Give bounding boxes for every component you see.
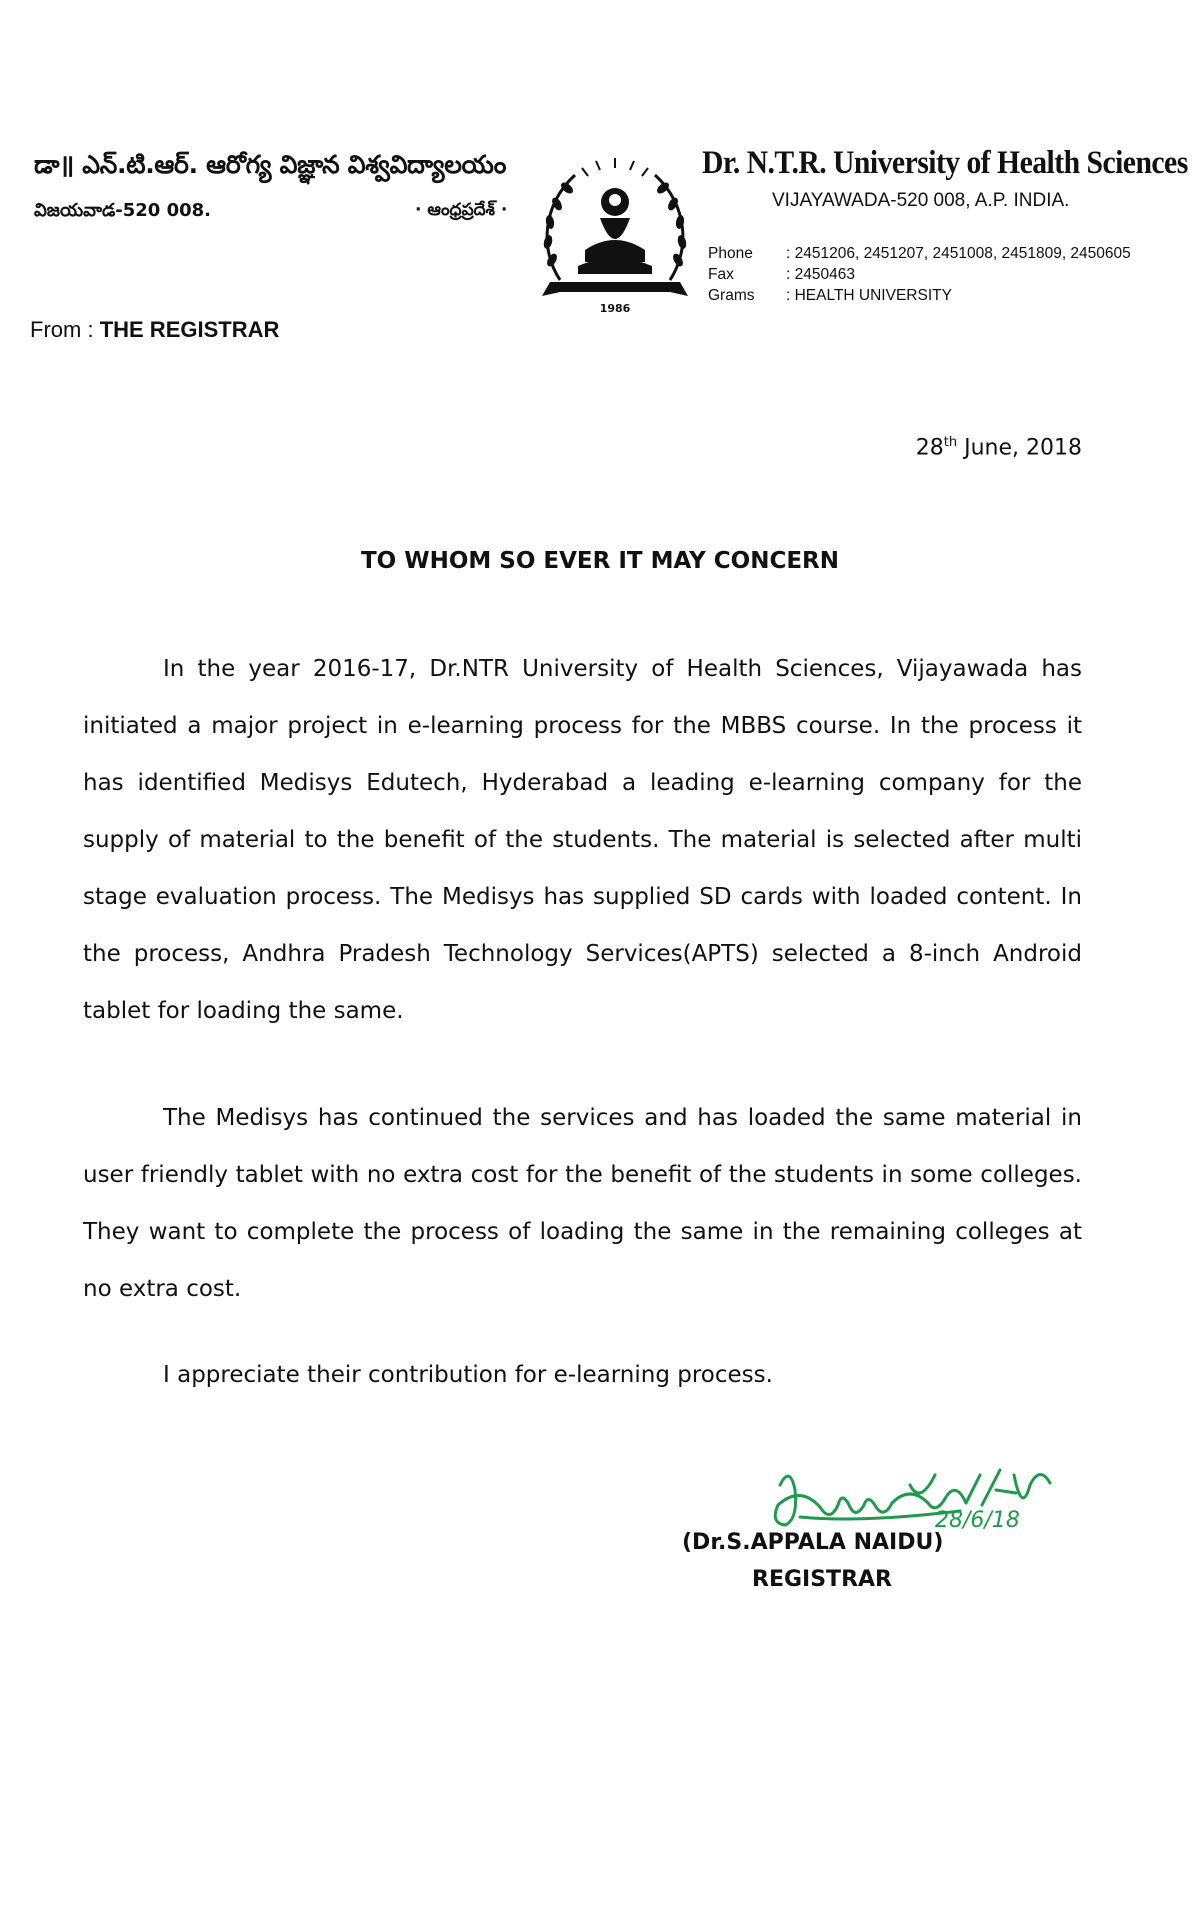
contact-row-grams: [708, 285, 1131, 306]
date-day: 28: [915, 435, 944, 461]
university-city: VIJAYAWADA-520 008, A.P. INDIA.: [772, 190, 1070, 211]
contact-row-phone: [708, 243, 1131, 264]
emblem-year: 1986: [599, 302, 631, 315]
body-paragraph-2: The Medisys has continued the services and has loaded the same material in user friendly tablet with no extra cost for the benefit of the students in some colleges. They want to complete the process of loading the same in the remaining colleges at no extra cost.: [83, 1105, 1082, 1302]
telugu-city-line: విజయవాడ-520 008.: [34, 200, 212, 221]
letter-date: [916, 435, 1082, 460]
university-emblem-icon: [530, 150, 700, 320]
contact-label: Phone: [708, 245, 753, 262]
contact-value: : 2451206, 2451207, 2451008, 2451809, 2450605: [786, 245, 1131, 262]
contact-value: : 2450463: [786, 266, 855, 283]
telugu-state-line: · ఆంధ్రప్రదేశ్ ·: [415, 200, 508, 220]
letter-subject: TO WHOM SO EVER IT MAY CONCERN: [360, 548, 839, 574]
contact-label: Fax: [708, 266, 734, 283]
from-line: [30, 317, 279, 343]
signatory-name: (Dr.S.APPALA NAIDU): [682, 1530, 944, 1555]
body-paragraph-3: I appreciate their contribution for e-learning process.: [163, 1362, 773, 1388]
body-paragraph-1: In the year 2016-17, Dr.NTR University of Health Sciences, Vijayawada has initiated a major project in e-learning process for the MBBS course. In the process it has identified Medisys Edutech, Hyderabad a leading e-learning company for the supply of material to the benefit of the students. The material is selected after multi stage evaluation process. The Medisys has supplied SD cards with loaded content. In the process, Andhra Pradesh Technology Services(APTS) selected a 8-inch Android tablet for loading the same.: [83, 656, 1082, 1024]
date-suffix: th: [943, 435, 958, 450]
telugu-university-name: డా॥ ఎన్.టి.ఆర్. ఆరోగ్య విజ్ఞాన విశ్వవిద్యాలయం: [34, 150, 507, 179]
contact-row-fax: [708, 264, 1131, 285]
contact-value: : HEALTH UNIVERSITY: [786, 287, 952, 304]
date-rest: June, 2018: [957, 435, 1082, 461]
signature-date: 28/6/18: [935, 1508, 1020, 1533]
from-label: From :: [30, 317, 94, 342]
contact-label: Grams: [708, 287, 755, 304]
signatory-title: REGISTRAR: [752, 1567, 892, 1592]
contact-block: [708, 243, 1131, 306]
from-value: THE REGISTRAR: [99, 317, 280, 342]
university-name: Dr. N.T.R. University of Health Sciences: [702, 145, 1188, 181]
